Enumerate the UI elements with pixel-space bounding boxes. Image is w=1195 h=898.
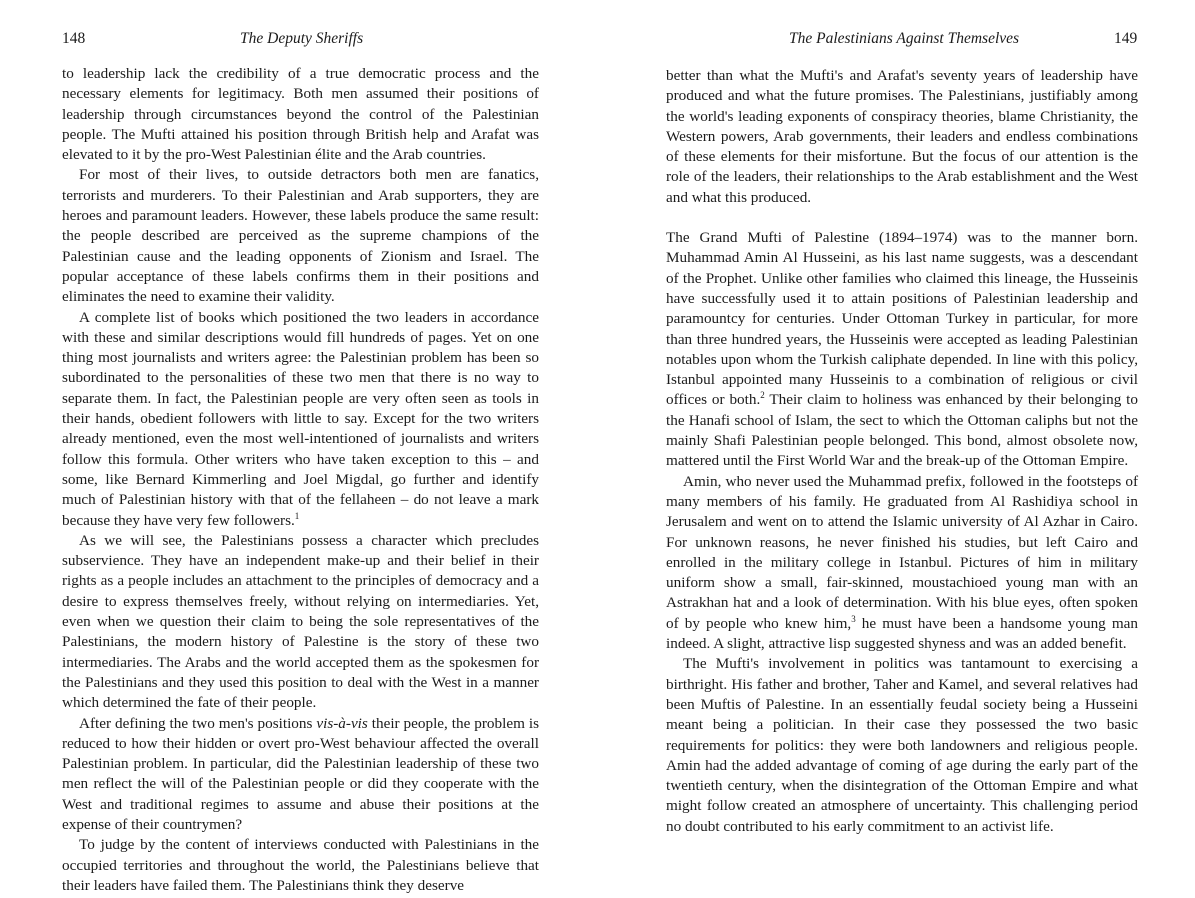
body-text bbox=[666, 66, 1138, 837]
paragraph: to leadership lack the credibility of a true democratic process and the necessary elements for legitimacy. Both men assumed their positions of leadership through circumstances beyond the control of the Palestinian people. The Mufti attained his position through British help and Arafat was elevated to it by the pro-West Palestinian élite and the Arab countries. bbox=[62, 65, 539, 164]
body-text bbox=[62, 64, 539, 896]
paragraph: For most of their lives, to outside detractors both men are fanatics, terrorists and murderers. To their Palestinian and Arab supporters, they are heroes and paramount leaders. However, these labels produce the same result: the people described are perceived as the supreme champions of the Palestinian cause and the leading opponents of Zionism and Israel. The popular acceptance of these labels confirms them in their positions and eliminates the need to examine their validity. bbox=[62, 166, 539, 306]
paragraph: The Mufti's involvement in politics was tantamount to exercising a birthright. His father and brother, Taher and Kamel, and several relatives had been Muftis of Palestine. In an essentially feudal society being a Husseini meant being a politician. In their case they possessed the two basic requirements for politics: they were both landowners and religious people. Amin had the added advantage of coming of age during the early part of the twentieth century, when the disintegration of the Ottoman Empire and what might follow created an atmosphere of uncertainty. This challenging period no doubt contributed to his early commitment to an activist life. bbox=[666, 655, 1138, 835]
footnote-marker: 3 bbox=[851, 613, 856, 624]
footnote-marker: 1 bbox=[294, 510, 300, 521]
footnote-marker: 2 bbox=[760, 390, 765, 401]
paragraph: A complete list of books which positioned the two leaders in accordance with these and similar descriptions would fill hundreds of pages. Yet on one thing most journalists and writers agree: the Palestinian problem has been so subordinated to the personalities of these two men that there is no way to separate them. In fact, the Palestinian people are very often seen as tools in their hands, obedient followers with little to say. Except for the two writers already mentioned, even the most well-intentioned of journalists and writers follow this formula. Other writers who have taken exception to this – and some, like Bernard Kimmerling and Joel Migdal, go further and identify much of Palestinian history with that of the fellaheen – do not leave a mark because they have very few followers.$^1$ bbox=[62, 308, 539, 529]
paragraph: The Grand Mufti of Palestine (1894–1974) was to the manner born. Muhammad Amin Al Husseini, as his last name suggests, was a descendant of the Prophet. Unlike other families who claimed this lineage, the Husseinis have successfully used it to attain positions of Palestinian leadership and paramountcy for centuries. Under Ottoman Turkey in particular, for more than three hundred years, the Husseinis were accepted as leading Palestinian notables upon whom the Turkish caliphate depended. In line with this policy, Istanbul appointed many Husseinis to a combination of religious or civil offices or both.$^2$ Their claim to holiness was enhanced by their belonging to the Hanafi school of Islam, the sect to which the Ottoman caliphs but not the mainly Shafi Palestinian people belonged. This bond, almost obsolete now, mattered until the First World War and the break-up of the Ottoman Empire. bbox=[666, 229, 1138, 470]
running-title: The Palestinians Against Themselves bbox=[789, 30, 1020, 47]
italic-phrase: vis-à-vis bbox=[316, 714, 368, 732]
paragraph: After defining the two men's positions vis-à-vis their people, the problem is reduced to how their hidden or overt pro-West behaviour affected the overall Palestinian problem. In particular, did the Palestinian leadership of these two men reflect the will of the Palestinian people or did they cooperate with the West and traditional regimes to assume and abuse their positions at the expense of their countrymen? bbox=[62, 714, 539, 833]
page-number: 148 bbox=[62, 30, 86, 47]
paragraph: As we will see, the Palestinians possess a character which precludes subservience. They have an independent make-up and their belief in their rights as a people includes an attachment to the principles of democracy and a desire to express themselves freely, without relying on intermediaries. Yet, even when we question their claim to being the sole representatives of the Palestinians, the modern history of Palestine is the story of these two intermediaries. The Arabs and the world accepted them as the spokesmen for the Palestinians and they used this position to deal with the West in a manner which determined the fate of their people. bbox=[62, 531, 539, 712]
paragraph: Amin, who never used the Muhammad prefix, followed in the footsteps of many members of his family. He graduated from Al Rashidiya school in Jerusalem and went on to attend the Islamic university of Al Azhar in Cairo. For unknown reasons, he never finished his studies, but left Cairo and enrolled in the military college in Istanbul. Pictures of him in military uniform show a small, fair-skinned, moustachioed young man with an Astrakhan hat and a look of determination. With his blue eyes, often spoken of by people who knew him,$^3$ he must have been a handsome young man indeed. A slight, attractive lisp suggested shyness and was an added benefit. bbox=[666, 472, 1138, 653]
running-title: The Deputy Sheriffs bbox=[240, 30, 364, 47]
paragraph: To judge by the content of interviews conducted with Palestinians in the occupied territories and throughout the world, the Palestinians believe that their leaders have failed them. The Palestinians think they deserve bbox=[62, 836, 539, 894]
page-number: 149 bbox=[1114, 30, 1138, 47]
right-page bbox=[600, 0, 1195, 898]
paragraph: better than what the Mufti's and Arafat's seventy years of leadership have produced and what the future promises. The Palestinians, justifiably among the world's leading exponents of conspiracy theories, blame Christianity, the Western powers, Arab governments, their leaders and endless combinations of these elements for their misfortune. But the focus of our attention is the role of the leaders, their relationships to the Arab establishment and the West and what this produced. bbox=[666, 67, 1138, 206]
